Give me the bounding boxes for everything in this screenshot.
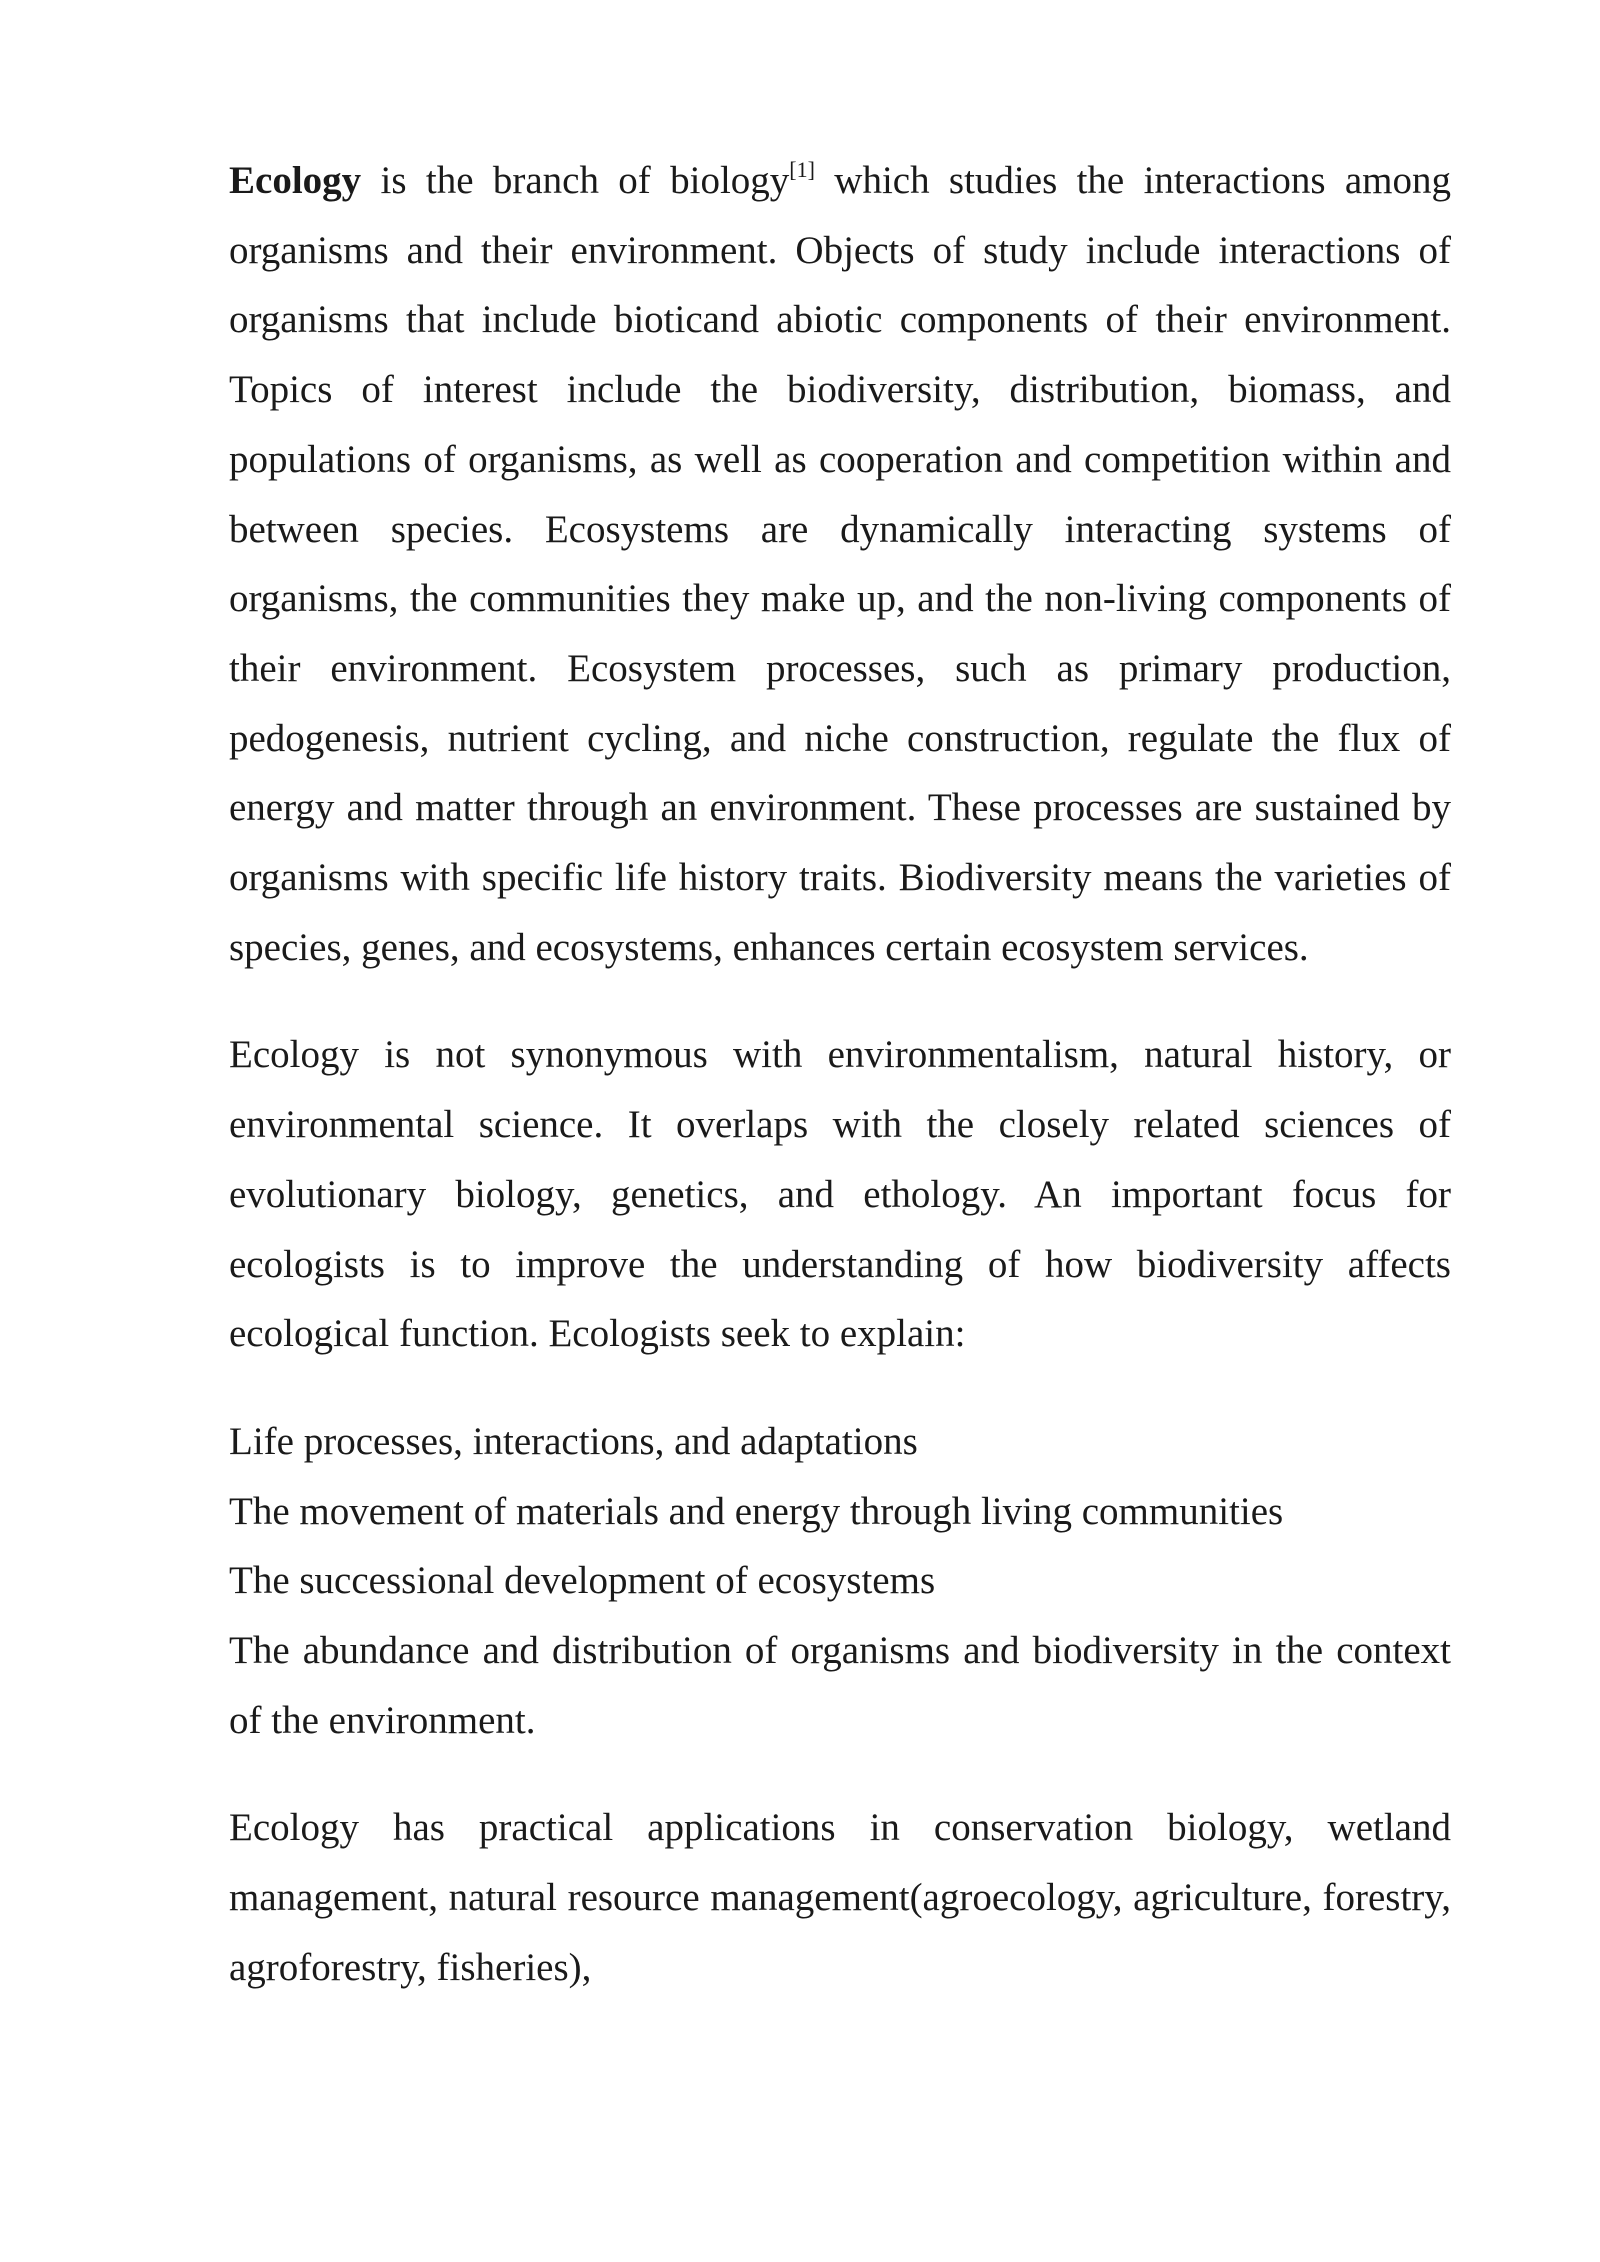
list-item: The movement of materials and energy through living communities [229,1489,1284,1533]
list-item: The abundance and distribution of organisms and biodiversity in the context of the environment. [229,1629,1451,1742]
explain-list [229,1407,1451,1756]
paragraph-intro [229,146,1451,982]
list-item: The successional development of ecosystems [229,1559,936,1603]
term-ecology: Ecology [229,159,362,202]
citation-ref[interactable]: [1] [789,157,815,182]
list-item: Life processes, interactions, and adaptations [229,1419,918,1463]
intro-lead: is the branch of biology [361,159,790,202]
paragraph-applications: Ecology has practical applications in conservation biology, wetland management, natural resource management(agroecology, agriculture, forestry, agroforestry, fisheries), [229,1806,1451,1989]
document-page [229,146,1451,2041]
paragraph-overlap: Ecology is not synonymous with environmentalism, natural history, or environmental science. It overlaps with the closely related sciences of evolutionary biology, genetics, and ethology. An important focus for ecologists is to improve the understanding of how biodiversity affects ecological function. Ecologists seek to explain: [229,1033,1451,1356]
intro-rest: which studies the interactions among organisms and their environment. Objects of study include interactions of organisms that include bioticand abiotic components of their environment. Topics of interest include the biodiversity, distribution, biomass, and populations of organisms, as well as cooperation and competition within and between species. Ecosystems are dynamically interacting systems of organisms, the communities they make up, and the non-living components of their environment. Ecosystem processes, such as primary production, pedogenesis, nutrient cycling, and niche construction, regulate the flux of energy and matter through an environment. These processes are sustained by organisms with specific life history traits. Biodiversity means the varieties of species, genes, and ecosystems, enhances certain ecosystem services. [229,159,1451,969]
